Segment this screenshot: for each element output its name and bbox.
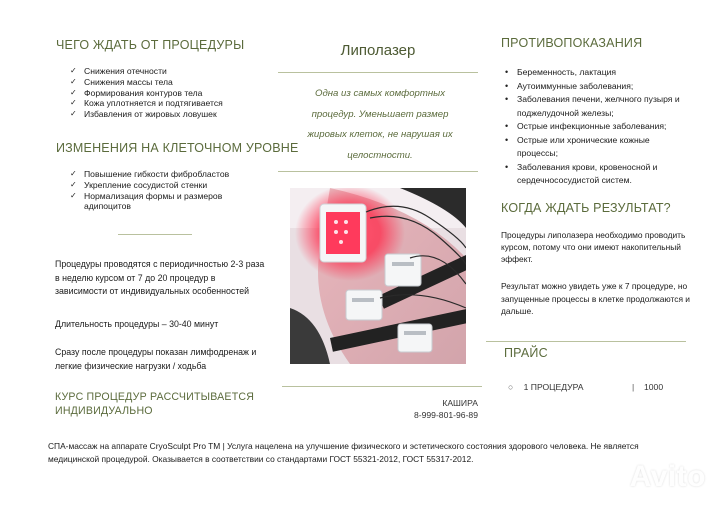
frequency-text: Процедуры проводятся с периодичностью 2-3 раза в неделю курсом от 7 до 20 процедур в зависимости от индивидуальных особенностей bbox=[55, 259, 265, 296]
title-rule bbox=[278, 72, 478, 73]
course-note-line1: КУРС ПРОЦЕДУР РАССЧИТЫВАЕТСЯ bbox=[55, 391, 255, 403]
tagline: Одна из самых комфортных процедур. Уменьшает размер жировых клеток, не нарушая их целостности. bbox=[307, 88, 453, 161]
when-result-text-1: Процедуры липолазера необходимо проводить курсом, потому что они имеют накопительный эффект. bbox=[501, 230, 686, 264]
price-bullet: ○ bbox=[508, 382, 514, 392]
after-procedure-text: Сразу после процедуры показан лимфодренаж и легкие физические нагрузки / ходьба bbox=[55, 347, 257, 371]
list-item: ✓ Снижения отечности bbox=[70, 66, 280, 77]
avito-watermark-text: Avito bbox=[629, 460, 706, 493]
list-item: ✓ Нормализация формы и размеров адипоцитов bbox=[70, 191, 270, 213]
tagline-rule bbox=[278, 171, 478, 172]
course-note-line2: ИНДИВИДУАЛЬНО bbox=[55, 405, 153, 417]
list-item: ✓ Избавления от жировых ловушек bbox=[70, 109, 280, 120]
list-item: • Заболевания крови, кровеносной и сердечнососудистой систем. bbox=[501, 161, 691, 188]
expect-list bbox=[70, 66, 280, 120]
list-item: • Заболевания печени, желчного пузыря и поджелудочной железы; bbox=[501, 93, 691, 120]
contraindications-list bbox=[501, 66, 691, 188]
avito-logo-icon bbox=[586, 462, 618, 490]
heading-when-result: КОГДА ЖДАТЬ РЕЗУЛЬТАТ? bbox=[501, 201, 671, 215]
price-separator: | bbox=[632, 382, 635, 392]
price-item-name: 1 ПРОЦЕДУРА bbox=[523, 382, 584, 392]
list-item: ✓ Повышение гибкости фибробластов bbox=[70, 169, 270, 180]
heading-cellular: ИЗМЕНЕНИЯ НА КЛЕТОЧНОМ УРОВНЕ bbox=[56, 141, 299, 155]
list-item: ✓ Снижения массы тела bbox=[70, 77, 280, 88]
cellular-list bbox=[70, 169, 270, 212]
list-item: • Острые или хронические кожные процессы; bbox=[501, 134, 691, 161]
page-title: Липолазер bbox=[340, 42, 416, 59]
price-row bbox=[508, 382, 688, 392]
list-item: • Острые инфекционные заболевания; bbox=[501, 120, 691, 134]
list-item: ✓ Укрепление сосудистой стенки bbox=[70, 180, 270, 191]
heading-expect: ЧЕГО ЖДАТЬ ОТ ПРОЦЕДУРЫ bbox=[56, 38, 245, 52]
heading-price: ПРАЙС bbox=[504, 346, 548, 360]
avito-watermark bbox=[586, 460, 706, 494]
divider bbox=[118, 234, 192, 235]
footer-disclaimer: СПА-массаж на аппарате CryoSculpt Pro TM | Услуга нацелена на улучшение физического и эстетического состояния здорового человека. Не является медицинской процедурой. Оказывается в соответствии со стандартами ГОСТ 55321-2012, ГОСТ 55317-2012. bbox=[48, 441, 639, 464]
duration-text: Длительность процедуры – 30-40 минут bbox=[55, 319, 219, 329]
list-item: • Беременность, лактация bbox=[501, 66, 691, 80]
phone-number: 8-999-801-96-89 bbox=[413, 410, 478, 420]
procedure-photo bbox=[290, 188, 466, 364]
list-item: • Аутоиммунные заболевания; bbox=[501, 80, 691, 94]
price-item-value: 1000 bbox=[644, 382, 664, 392]
when-result-text-2: Результат можно увидеть уже к 7 процедуре, но запущенные процессы в клетке продолжаются и дальше. bbox=[501, 281, 690, 316]
heading-contraindications: ПРОТИВОПОКАЗАНИЯ bbox=[501, 36, 643, 50]
contact-rule bbox=[282, 386, 482, 387]
procedure-photo-illustration bbox=[290, 188, 466, 364]
list-item: ✓ Кожа уплотняется и подтягивается bbox=[70, 98, 280, 109]
list-item: ✓ Формирования контуров тела bbox=[70, 88, 280, 99]
brand-name: КАШИРА bbox=[442, 398, 478, 408]
course-note bbox=[55, 390, 254, 418]
price-rule bbox=[486, 341, 686, 342]
